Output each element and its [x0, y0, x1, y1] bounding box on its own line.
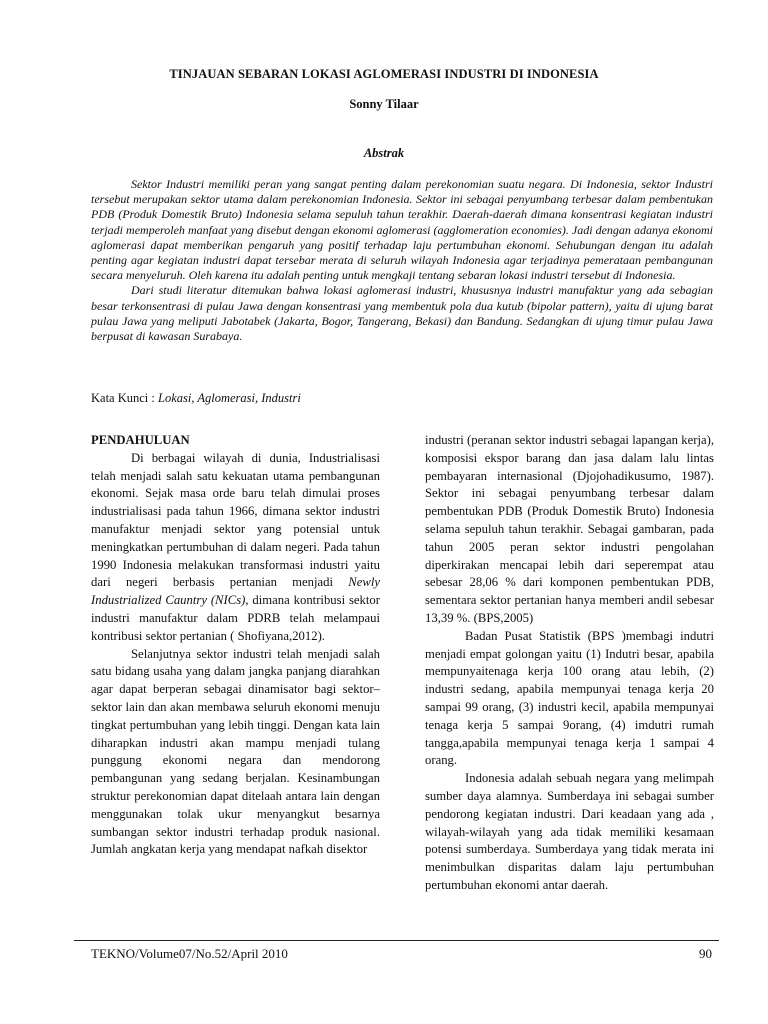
body-column-left [91, 432, 380, 859]
footer-divider [74, 940, 719, 941]
body-column-right [425, 432, 714, 895]
abstract-paragraph-2: Dari studi literatur ditemukan bahwa lokasi aglomerasi industri, khususnya industri manufaktur yang ada sebagian besar terkonsentrasi di pulau Jawa dengan konsentrasi yang membentuk pola dua kutub (bipolar pattern), yaitu di ujung barat pulau Jawa yang meliputi Jabotabek (Jakarta, Bogor, Tangerang, Bekasi) dan Bandung. Sedangkan di ujung timur pulau Jawa berpusat di kawasan Surabaya. [91, 283, 713, 344]
keywords-label: Kata Kunci : [91, 391, 158, 405]
journal-citation: TEKNO/Volume07/No.52/April 2010 [91, 946, 288, 961]
section-heading: PENDAHULUAN [91, 433, 190, 447]
abstract-body [91, 177, 713, 344]
body-paragraph-4: Badan Pusat Statistik (BPS )membagi indutri menjadi empat golongan yaitu (1) Indutri besar, apabila mempunyaitenaga kerja 100 orang atau lebih, (2) industri sedang, apabila mempunyai tenaga kerja 20 sampai 99 orang, (3) industri kecil, apabila mempunyai tenaga kerja 5 sampai 9orang, (4) imdutri rumah tangga,apabila mempunyai tenaga kerja 1 sampai 4 orang. [425, 628, 714, 768]
keywords [91, 391, 713, 406]
abstract-paragraph-1: Sektor Industri memiliki peran yang sangat penting dalam perekonomian suatu negara. Di Indonesia, sektor Industri tersebut merupakan sektor utama dalam perekonomian Indonesia. Sektor ini sebagai penyumbang terbesar dalam pembentukan PDB (Produk Domestik Bruto) Indonesia selama sepuluh tahun terakhir. Daerah-daerah dimana konsentrasi kegiatan industri terjadi memperoleh manfaat yang disebut dengan ekonomi aglomerasi (agglomeration economies). Jadi dengan adanya ekonomi aglomerasi dapat memberikan pengaruh yang positif terhadap laju pertumbuhan ekonomi. Sehubungan dengan itu adalah penting agar kegiatan industri dapat tersebar merata di seluruh wilayah Indonesia agar terjadinya pemerataan pembangunan secara menyeluruh. Oleh karena itu adalah penting untuk mengkaji tentang sebaran lokasi industri tersebut di Indonesia. [91, 177, 713, 283]
body-paragraph-1 [91, 450, 380, 646]
body-paragraph-3: industri (peranan sektor industri sebagai lapangan kerja), komposisi ekspor barang dan jasa dalam lalu lintas pembayaran internasional (Djojohadikusumo, 1987). Sektor ini sebagai penyumbang terbesar dalam pembentukan PDB (Produk Domestik Bruto) Indonesia selama sepuluh tahun terakhir. Sebagai gambaran, pada tahun 2005 peran sektor industri pengolahan diperkirakan mencapai lebih dari seperempat atau sebesar 28,06 % dari komponen pembentukan PDB, sementara sektor pertanian hanya memberi andil sebesar 13,39 %. (BPS,2005) [425, 433, 714, 625]
author-name: Sonny Tilaar [349, 97, 419, 111]
paragraph-text: , dimana kontribusi sektor industri manufaktur dalam PDRB telah melampaui kontribusi sektor pertanian ( Shofiyana,2012). [91, 593, 380, 643]
nics-term: Newly Industrialized Cauntry (NICs) [91, 575, 380, 608]
body-paragraph-5: Indonesia adalah sebuah negara yang melimpah sumber daya alamnya. Sumberdaya ini sebagai sumber pendorong kegiatan industri. Dari keadaan yang ada , wilayah-wilayah yang ada tidak memiliki kesamaan potensi sumberdaya. Sumberdaya yang tidak merata ini menimbulkan disparitas dalam laju pertumbuhan pertumbuhan ekonomi antar daerah. [425, 771, 714, 892]
paragraph-text: Di berbagai wilayah di dunia, Industrialisasi telah menjadi salah satu kekuatan utama pembangunan ekonomi. Sejak masa orde baru telah dimulai proses industrialisasi pada tahun 1966, dimana sektor industri manufaktur menjadi sektor yang potensial untuk meningkatkan pertumbuhan di dalam negeri. Pada tahun 1990 Indonesia melakukan transformasi industri yaitu dari negeri berbasis pertanian menjadi [91, 450, 380, 590]
keywords-values: Lokasi, Aglomerasi, Industri [158, 391, 301, 405]
abstract-heading: Abstrak [363, 146, 405, 160]
page-number: 90 [699, 946, 712, 961]
body-paragraph-2: Selanjutnya sektor industri telah menjadi salah satu bidang usaha yang dalam jangka panjang diarahkan agar dapat berperan sebagai dinamisator bagi sektor–sektor lain dan akan membawa seluruh ekonomi menuju tingkat pertumbuhan yang lebih tinggi. Dengan kata lain diharapkan industri akan mampu menjadi tulang punggung ekonomi negara dan mendorong pembangunan yang sedang berjalan. Kesinambungan struktur perekonomian dapat ditelaah antara lain dengan menggunakan tolak ukur menyangkut besarnya sumbangan sektor industri terhadap produk nasional. Jumlah angkatan kerja yang mendapat nafkah disektor [91, 646, 380, 857]
paper-title: TINJAUAN SEBARAN LOKASI AGLOMERASI INDUSTRI DI INDONESIA [169, 67, 599, 81]
